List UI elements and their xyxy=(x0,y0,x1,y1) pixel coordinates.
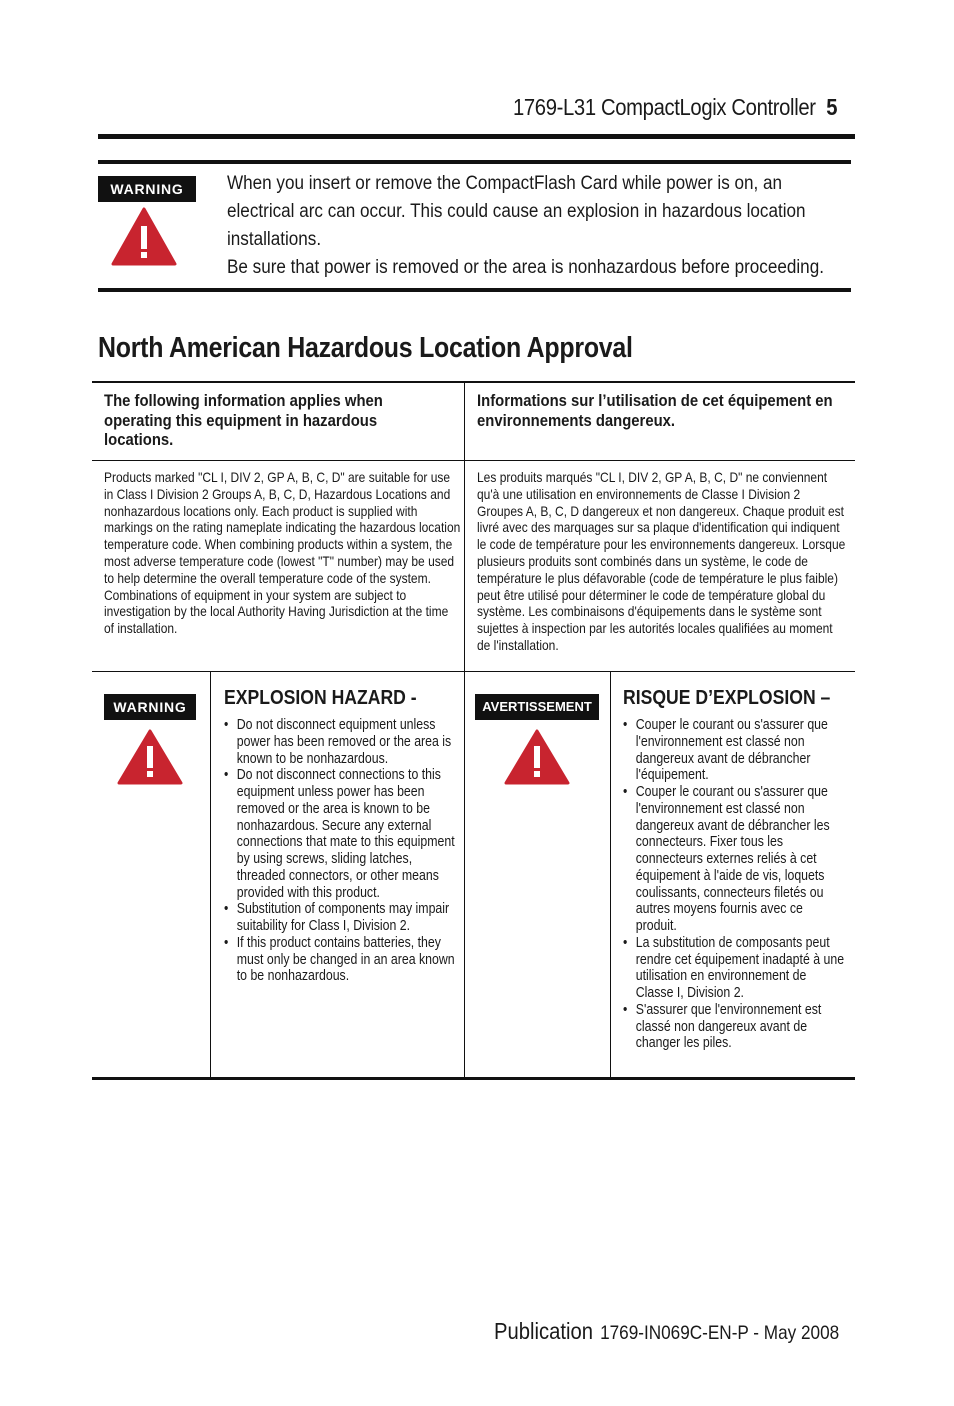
list-item: • If this product contains batteries, they must only be changed in an area known to be nonhazardous. xyxy=(224,935,455,985)
publication-id: 1769-IN069C-EN-P - May 2008 xyxy=(600,1322,840,1344)
warning-label: WARNING xyxy=(98,176,196,202)
warning-text-line: When you insert or remove the CompactFlash Card while power is on, an xyxy=(227,173,783,194)
hazard-list-fr xyxy=(623,717,846,1052)
list-item: • La substitution de composants peut rendre cet équipement inadapté à une utilisation en environnement de Classe I, Division 2. xyxy=(623,935,846,1002)
table-body-en: Products marked "CL I, DIV 2, GP A, B, C, D" are suitable for use in Class I Division 2 Groups A, B, C, D, Hazardous Locations and nonhazardous locations only. Each product is supplied with markings on the rating nameplate indicating the hazardous location temperature code. When combining products within a system, the most adverse temperature code (lowest "T" number) may be used to help determine the overall temperature code of the system. Combinations of equipment in your system are subject to investigation by the local Authority Having Jurisdiction at the time of installation. xyxy=(104,470,461,637)
row-divider xyxy=(92,671,855,672)
warning-text-line: electrical arc can occur. This could cause an explosion in hazardous location xyxy=(227,201,806,222)
list-item: • Do not disconnect connections to this equipment unless power has been removed or the area is known to be nonhazardous. Secure any external connections that mate to this equipment by using screws, sliding latches, threaded connectors, or other means provided with this product. xyxy=(224,767,455,901)
warning-text-line: Be sure that power is removed or the area is nonhazardous before proceeding. xyxy=(227,257,824,278)
row-divider xyxy=(92,460,855,461)
list-item: • Couper le courant ou s'assurer que l'environnement est classé non dangereux avant de débrancher l'équipement. xyxy=(623,717,846,784)
hazard-list-en xyxy=(224,717,455,985)
risque-explosion-title: RISQUE D’EXPLOSION – xyxy=(623,687,831,709)
warning-label: WARNING xyxy=(104,694,196,720)
table-body-fr: Les produits marqués "CL I, DIV 2, GP A, B, C, D" ne conviennent qu'à une utilisation en environnements de Classe I Division 2 Groupes A, B, C, D dangereux et non dangereux. Chaque produit est livré avec des marquages sur sa plaque d'identification qui indiquent le code de température pour les environnements dangereux. Lorsque plusieurs produits sont combinés dans un système, le code de température le plus défavorable (code de température le plus faible) peut être utilisé pour déterminer le code de température global du système. Les combinaisons d'équipements dans le système sont sujettes à inspection par les autorités locales qualifiées au moment de l'installation. xyxy=(477,470,846,653)
explosion-hazard-title: EXPLOSION HAZARD - xyxy=(224,687,417,709)
footer-label: Publication xyxy=(494,1318,594,1344)
warning-text xyxy=(227,170,824,282)
running-header xyxy=(513,94,837,121)
warning-block xyxy=(98,160,851,292)
warning-triangle-icon xyxy=(116,728,184,786)
warning-column-divider xyxy=(610,672,611,1080)
warning-triangle-icon xyxy=(503,728,571,786)
warning-column-divider xyxy=(210,672,211,1080)
list-item: • Substitution of components may impair suitability for Class I, Division 2. xyxy=(224,901,455,935)
list-item: • Couper le courant ou s'assurer que l'environnement est classé non dangereux avant de débrancher les connecteurs. Fixer tous les connecteurs externes reliés à cet équipement à l'aide de vis, loquets coulissants, connecteurs filetés ou autres moyens fournis avec ce produit. xyxy=(623,784,846,935)
list-item: • Do not disconnect equipment unless power has been removed or the area is known to be nonhazardous. xyxy=(224,717,455,767)
column-divider xyxy=(464,383,465,1080)
publication-footer xyxy=(494,1318,839,1345)
header-title: 1769-L31 CompactLogix Controller xyxy=(513,94,816,120)
list-item: • S'assurer que l'environnement est classé non dangereux avant de changer les piles. xyxy=(623,1002,846,1052)
table-header-en: The following information applies when operating this equipment in hazardous locations. xyxy=(104,392,383,449)
hazard-approval-table xyxy=(92,381,855,1080)
page-number: 5 xyxy=(826,94,838,120)
header-rule xyxy=(98,134,855,139)
warning-triangle-icon xyxy=(110,206,178,268)
section-title: North American Hazardous Location Approval xyxy=(98,332,633,364)
table-header-fr: Informations sur l’utilisation de cet équipement en environnements dangereux. xyxy=(477,392,833,430)
warning-text-line: installations. xyxy=(227,229,322,250)
avertissement-label: AVERTISSEMENT xyxy=(475,694,599,720)
